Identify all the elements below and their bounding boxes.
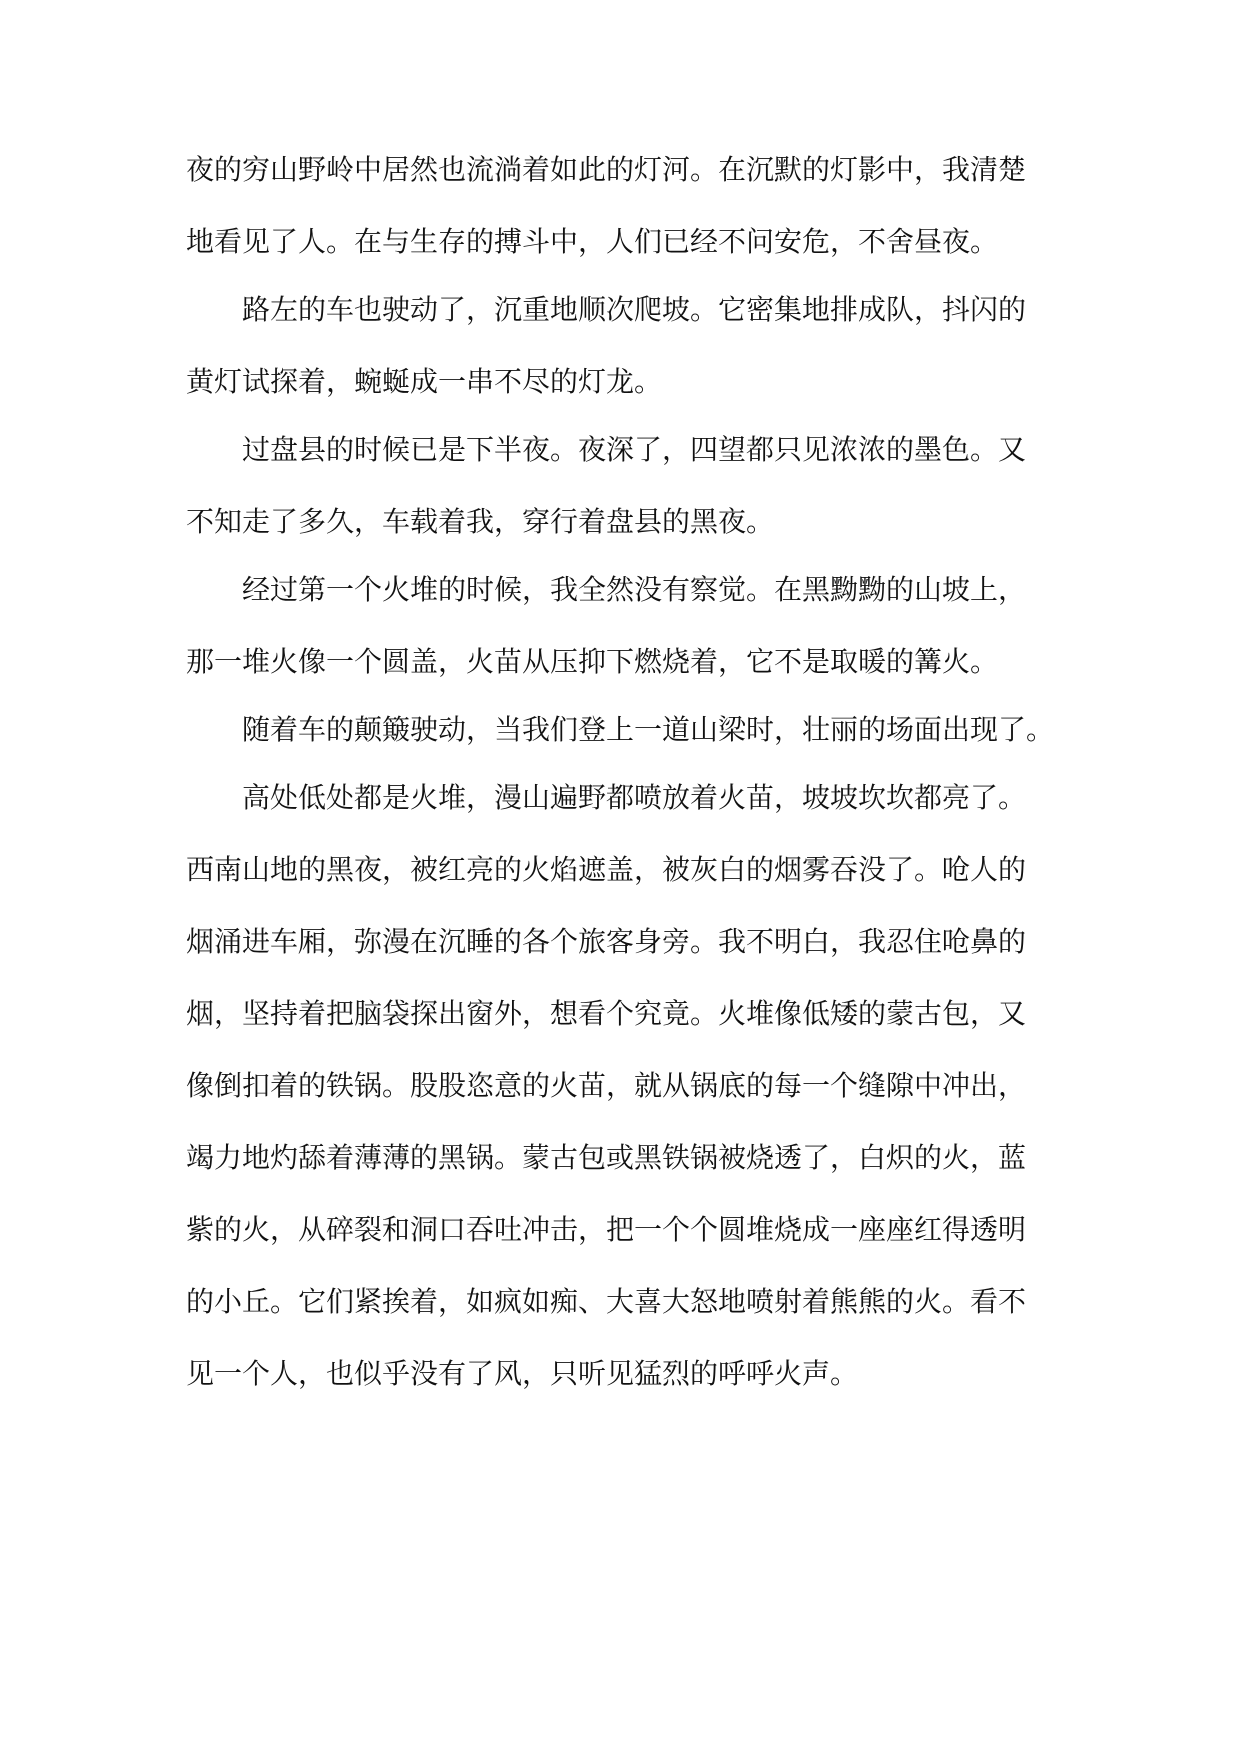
paragraph-4 xyxy=(186,572,1066,680)
text-line: 紫的火，从碎裂和洞口吞吐冲击，把一个个圆堆烧成一座座红得透明 xyxy=(186,1213,1027,1246)
text-line: 见一个人，也似乎没有了风，只听见猛烈的呼呼火声。 xyxy=(186,1357,859,1390)
paragraph-6 xyxy=(186,780,1066,1392)
text-line: 路左的车也驶动了，沉重地顺次爬坡。它密集地排成队，抖闪的 xyxy=(242,293,1027,326)
text-line: 那一堆火像一个圆盖，火苗从压抑下燃烧着，它不是取暖的篝火。 xyxy=(186,645,999,678)
text-line: 像倒扣着的铁锅。股股恣意的火苗，就从锅底的每一个缝隙中冲出， xyxy=(186,1069,1027,1102)
body-text xyxy=(186,152,1066,1424)
text-line: 烟，坚持着把脑袋探出窗外，想看个究竟。火堆像低矮的蒙古包，又 xyxy=(186,997,1027,1030)
text-line: 随着车的颠簸驶动，当我们登上一道山梁时，壮丽的场面出现了。 xyxy=(242,713,1055,746)
text-line: 过盘县的时候已是下半夜。夜深了，四望都只见浓浓的墨色。又 xyxy=(242,433,1027,466)
text-line: 黄灯试探着，蜿蜒成一串不尽的灯龙。 xyxy=(186,365,663,398)
text-line: 西南山地的黑夜，被红亮的火焰遮盖，被灰白的烟雾吞没了。呛人的 xyxy=(186,853,1027,886)
text-line: 地看见了人。在与生存的搏斗中，人们已经不问安危，不舍昼夜。 xyxy=(186,225,999,258)
paragraph-3 xyxy=(186,432,1066,540)
text-line: 经过第一个火堆的时候，我全然没有察觉。在黑黝黝的山坡上， xyxy=(242,573,1027,606)
paragraph-5 xyxy=(186,712,1066,748)
text-line: 的小丘。它们紧挨着，如疯如痴、大喜大怒地喷射着熊熊的火。看不 xyxy=(186,1285,1027,1318)
text-line: 竭力地灼舔着薄薄的黑锅。蒙古包或黑铁锅被烧透了，白炽的火，蓝 xyxy=(186,1141,1027,1174)
text-line: 高处低处都是火堆，漫山遍野都喷放着火苗，坡坡坎坎都亮了。 xyxy=(242,781,1027,814)
paragraph-1 xyxy=(186,152,1066,260)
text-line: 夜的穷山野岭中居然也流淌着如此的灯河。在沉默的灯影中，我清楚 xyxy=(186,153,1027,186)
text-line: 烟涌进车厢，弥漫在沉睡的各个旅客身旁。我不明白，我忍住呛鼻的 xyxy=(186,925,1027,958)
text-line: 不知走了多久，车载着我，穿行着盘县的黑夜。 xyxy=(186,505,775,538)
paragraph-2 xyxy=(186,292,1066,400)
